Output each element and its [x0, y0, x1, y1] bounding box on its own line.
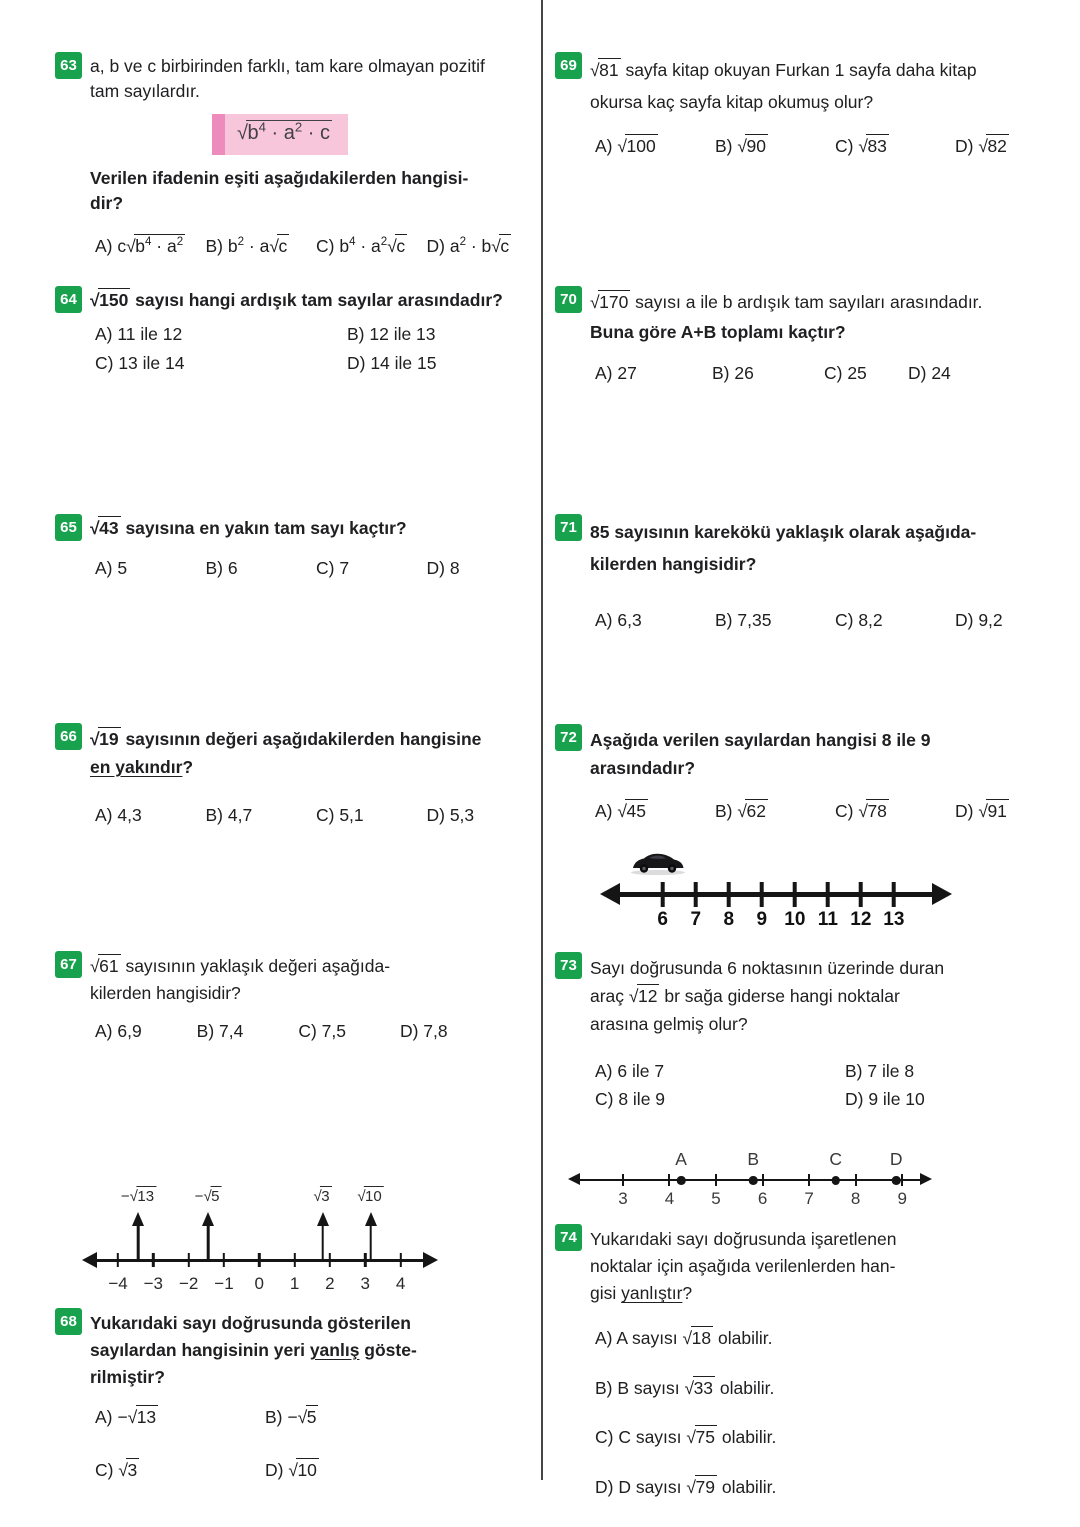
point-label: C: [829, 1149, 842, 1169]
point-dot: [677, 1176, 686, 1185]
number-line-q73: [600, 845, 952, 935]
tick-mark: [693, 882, 698, 907]
tick-mark: [892, 882, 897, 907]
tick-mark: [855, 1174, 857, 1186]
question-74-option-d: D) D sayısı √79 olabilir.: [595, 1476, 777, 1497]
question-73-option-a: A) 6 ile 7: [595, 1061, 665, 1081]
tick-mark: [826, 882, 831, 907]
tick-mark: [117, 1253, 119, 1267]
marker-arrow-shaft: [207, 1225, 210, 1260]
tick-label: 8: [723, 909, 735, 930]
question-66-option-b: B) 4,7: [205, 805, 253, 825]
question-74-option-a: A) A sayısı √18 olabilir.: [595, 1328, 773, 1349]
tick-mark: [668, 1174, 670, 1186]
question-74-badge: 74: [555, 1224, 582, 1251]
tick-label: 7: [690, 909, 702, 930]
tick-label: −1: [214, 1274, 234, 1293]
question-67: [55, 951, 537, 1045]
question-65-option-d: D) 8: [426, 558, 460, 579]
question-63: [55, 52, 537, 259]
question-66: [55, 723, 537, 828]
question-64-option-b: B) 12 ile 13: [347, 324, 436, 345]
question-69-badge: 69: [555, 52, 582, 79]
question-74-options: [590, 1326, 1055, 1500]
question-63-option-b: B) $b^2 \cdot a√c$: [205, 235, 288, 256]
axis-arrow-right: [920, 1173, 932, 1185]
question-73-badge: 73: [555, 952, 582, 979]
tick-mark: [859, 882, 864, 907]
tick-mark: [760, 882, 765, 907]
tick-mark: [329, 1253, 331, 1267]
point-dot: [892, 1176, 901, 1185]
question-68-options: [90, 1405, 537, 1483]
question-64-badge: 64: [55, 286, 82, 313]
marker-arrow-head: [132, 1212, 144, 1226]
tick-mark: [726, 882, 731, 907]
number-line-q74: [568, 1146, 932, 1216]
question-72-badge: 72: [555, 724, 582, 751]
question-64-options: [90, 322, 537, 376]
question-70-option-c: C) 25: [824, 362, 867, 383]
question-72-option-b: B) √62: [715, 801, 766, 821]
tick-mark: [808, 1174, 810, 1186]
tick-label: −4: [108, 1274, 128, 1293]
question-71-options: [590, 608, 1075, 633]
tick-label: 4: [395, 1274, 406, 1293]
question-70-line1: √170 sayısı a ile b ardışık tam sayıları arasındadır.: [590, 292, 983, 312]
tick-mark: [258, 1253, 260, 1267]
question-69-option-d: D) √82: [955, 135, 1007, 156]
question-65-badge: 65: [55, 514, 82, 541]
number-line-q68: [82, 1186, 438, 1298]
question-66-stem: √19 sayısının değeri aşağıdakilerden hangisine en yakındır?: [90, 729, 482, 777]
question-72-option-c: C) √78: [835, 801, 887, 821]
question-63-formula: $√b^4 \cdot a^2 \cdot c$: [212, 114, 348, 155]
tick-mark: [293, 1253, 295, 1267]
question-63-intro: a, b ve c birbirinden farklı, tam kare olmayan pozitif tam sayılardır.: [90, 56, 485, 102]
question-69-option-b: B) √90: [715, 135, 766, 156]
question-73-option-d: D) 9 ile 10: [845, 1089, 925, 1110]
tick-mark: [622, 1174, 624, 1186]
question-74-stem: Yukarıdaki sayı doğrusunda işaretlenen noktalar için aşağıda verilenlerden han- gisi yanlıştır?: [590, 1229, 897, 1304]
question-66-option-d: D) 5,3: [426, 805, 475, 825]
question-69-option-c: C) √83: [835, 135, 887, 156]
question-65-option-b: B) 6: [205, 558, 238, 579]
tick-label: 1: [289, 1274, 300, 1293]
question-67-stem: √61 sayısının yaklaşık değeri aşağıda- kilerden hangisidir?: [90, 956, 391, 1004]
tick-label: 8: [850, 1189, 861, 1208]
axis-arrow-right: [932, 883, 952, 905]
question-68-option-d: D) √10: [265, 1459, 317, 1480]
tick-label: 13: [883, 909, 905, 930]
question-65-option-c: C) 7: [316, 558, 350, 579]
question-73: [555, 952, 1075, 1113]
question-64-option-d: D) 14 ile 15: [347, 352, 437, 373]
question-63-badge: 63: [55, 52, 82, 79]
tick-mark: [364, 1253, 366, 1267]
question-67-option-d: D) 7,8: [399, 1021, 448, 1042]
question-65-stem: √43 sayısına en yakın tam sayı kaçtır?: [90, 518, 407, 538]
question-70-option-b: B) 26: [712, 362, 754, 383]
question-72-options: [590, 799, 1075, 824]
tick-mark: [901, 1174, 903, 1186]
tick-label: 9: [897, 1189, 907, 1208]
point-label: A: [675, 1149, 687, 1169]
question-74: [555, 1224, 1055, 1524]
question-72-option-d: D) √91: [955, 801, 1007, 821]
question-73-option-b: B) 7 ile 8: [845, 1061, 915, 1081]
tick-mark: [187, 1253, 189, 1267]
tick-mark: [660, 882, 665, 907]
question-67-option-c: C) 7,5: [298, 1021, 346, 1042]
tick-label: 9: [756, 909, 768, 930]
tick-label: 5: [711, 1189, 721, 1208]
question-66-option-c: C) 5,1: [316, 805, 364, 825]
point-dot: [749, 1176, 758, 1185]
tick-label: −2: [178, 1274, 199, 1293]
question-70-options: [590, 359, 1075, 389]
marker-arrow-head: [317, 1212, 329, 1226]
question-68: [55, 1308, 537, 1483]
marker-arrow-shaft: [137, 1225, 140, 1260]
question-73-option-c: C) 8 ile 9: [595, 1089, 666, 1110]
tick-label: 4: [664, 1189, 675, 1208]
marker-arrow-shaft: [369, 1225, 372, 1260]
point-dot: [831, 1176, 840, 1185]
question-64-option-a: A) 11 ile 12: [95, 324, 183, 345]
tick-label: 6: [657, 909, 669, 930]
tick-mark: [715, 1174, 717, 1186]
question-65-option-a: A) 5: [95, 558, 128, 579]
question-70-option-d: D) 24: [908, 362, 951, 383]
tick-label: 10: [784, 909, 806, 930]
axis-arrow-left: [600, 883, 620, 905]
question-65-options: [90, 556, 537, 581]
tick-label: 3: [618, 1189, 628, 1208]
question-72: [555, 724, 1075, 824]
question-70-option-a: A) 27: [595, 362, 637, 383]
question-67-badge: 67: [55, 951, 82, 978]
axis-arrow-left: [82, 1252, 97, 1268]
question-67-options: [90, 1019, 537, 1044]
question-71-option-d: D) 9,2: [955, 609, 1003, 630]
question-66-option-a: A) 4,3: [95, 805, 142, 825]
question-64: [55, 286, 537, 376]
question-74-option-c: C) C sayısı √75 olabilir.: [595, 1427, 777, 1448]
tick-mark: [399, 1253, 401, 1267]
axis-arrow-left: [568, 1173, 580, 1185]
marker-label: −√13: [120, 1188, 155, 1205]
question-71-option-a: A) 6,3: [595, 609, 642, 630]
marker-arrow-head: [365, 1212, 377, 1226]
question-73-options: [590, 1059, 1075, 1113]
question-71: [555, 514, 1075, 633]
question-63-options: [90, 234, 537, 259]
question-66-badge: 66: [55, 723, 82, 750]
question-71-stem: 85 sayısının karekökü yaklaşık olarak aşağıda- kilerden hangisidir?: [590, 522, 977, 575]
question-69-options: [590, 134, 1075, 159]
question-63-option-a: A) $c√b^4 \cdot a^2$: [95, 235, 184, 256]
axis-arrow-right: [423, 1252, 438, 1268]
question-63-stem: Verilen ifadenin eşiti aşağıdakilerden hangisi- dir?: [90, 167, 469, 214]
question-71-badge: 71: [555, 514, 582, 541]
question-74-option-b: B) B sayısı √33 olabilir.: [595, 1377, 775, 1398]
car-image: [629, 846, 687, 876]
marker-label: √10: [357, 1188, 382, 1205]
question-65: [55, 514, 537, 582]
question-68-option-c: C) √3: [95, 1459, 138, 1480]
question-72-stem: Aşağıda verilen sayılardan hangisi 8 ile 9 arasındadır?: [590, 730, 931, 778]
tick-label: 7: [804, 1189, 814, 1208]
tick-label: 2: [325, 1274, 335, 1293]
question-71-option-c: C) 8,2: [835, 609, 883, 630]
question-70-line2: Buna göre A+B toplamı kaçtır?: [590, 321, 846, 342]
question-69-option-a: A) √100: [595, 135, 656, 156]
question-63-option-c: C) $b^4 \cdot a^2√c$: [316, 235, 406, 256]
tick-label: 11: [817, 909, 838, 930]
tick-mark: [152, 1253, 154, 1267]
question-68-option-b: B) −√5: [265, 1407, 317, 1428]
question-72-option-a: A) √45: [595, 801, 646, 821]
question-67-option-a: A) 6,9: [95, 1021, 142, 1042]
question-64-stem: √150 sayısı hangi ardışık tam sayılar arasındadır?: [90, 290, 503, 310]
tick-label: 0: [254, 1274, 265, 1293]
column-divider: [541, 0, 543, 1480]
question-70: [555, 286, 1075, 388]
question-68-option-a: A) −√13: [95, 1407, 157, 1428]
marker-arrow-shaft: [321, 1225, 324, 1260]
question-73-stem: Sayı doğrusunda 6 noktasının üzerinde duran araç √12 br sağa giderse hangi noktalar arasına gelmiş olur?: [590, 958, 945, 1034]
tick-mark: [762, 1174, 764, 1186]
question-63-option-d: D) $a^2 \cdot b√c$: [426, 235, 510, 256]
question-68-stem: Yukarıdaki sayı doğrusunda gösterilen sayılardan hangisinin yeri yanlış göste- rilmiştir?: [90, 1313, 417, 1388]
tick-label: 6: [757, 1189, 768, 1208]
question-70-badge: 70: [555, 286, 582, 313]
marker-label: −√5: [194, 1188, 220, 1205]
tick-mark: [793, 882, 798, 907]
question-69-stem: √81 sayfa kitap okuyan Furkan 1 sayfa daha kitap okursa kaç sayfa kitap okumuş olur?: [590, 60, 977, 113]
tick-mark: [223, 1253, 225, 1267]
tick-label: 12: [850, 909, 872, 930]
point-label: D: [889, 1149, 903, 1169]
question-69: [555, 52, 1075, 159]
marker-label: √3: [313, 1188, 330, 1205]
marker-arrow-head: [202, 1212, 214, 1226]
question-64-option-c: C) 13 ile 14: [95, 352, 185, 373]
question-68-badge: 68: [55, 1308, 82, 1335]
point-label: B: [747, 1149, 760, 1169]
tick-label: 3: [360, 1274, 370, 1293]
question-71-option-b: B) 7,35: [715, 609, 772, 630]
question-67-option-b: B) 7,4: [196, 1021, 244, 1042]
question-66-options: [90, 803, 537, 828]
tick-label: −3: [143, 1274, 164, 1293]
